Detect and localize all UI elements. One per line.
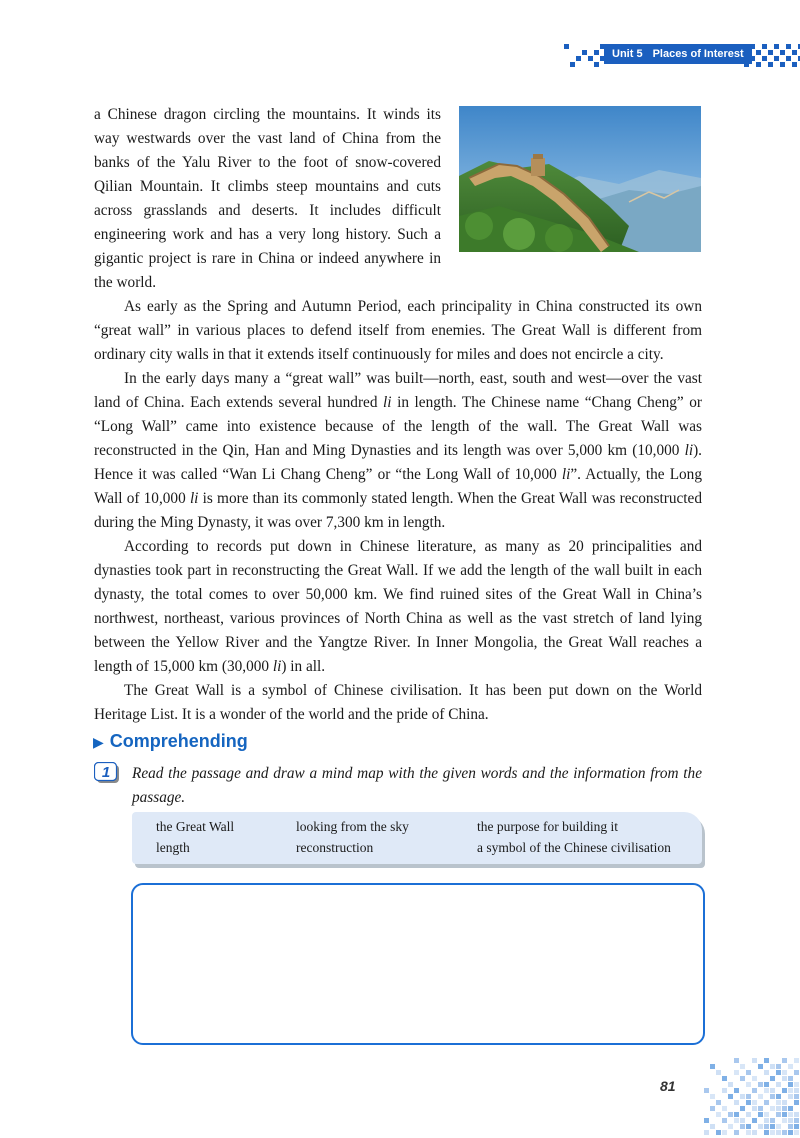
pixel-square xyxy=(722,1106,727,1111)
pixel-square xyxy=(758,1124,763,1129)
pixel-square xyxy=(788,1088,793,1093)
pixel-square xyxy=(774,44,779,49)
pixel-square xyxy=(788,1112,793,1117)
pixel-square xyxy=(776,1112,781,1117)
pixel-square xyxy=(764,1070,769,1075)
pixel-square xyxy=(794,1130,799,1135)
pixel-square xyxy=(794,1094,799,1099)
page-number: 81 xyxy=(660,1078,676,1094)
pixel-square xyxy=(752,1106,757,1111)
paragraph-2: As early as the Spring and Autumn Period, each principality in China constructed its own “great wall” in various places to defend itself from enemies. The Great Wall is different from ordinary city walls in that it extends itself continuously for miles and does not encircle a city. xyxy=(94,298,702,363)
pixel-square xyxy=(740,1118,745,1123)
pixel-square xyxy=(786,44,791,49)
pixel-square xyxy=(794,1082,799,1087)
pixel-square xyxy=(728,1124,733,1129)
pixel-square xyxy=(752,1130,757,1135)
section-heading-text: Comprehending xyxy=(109,731,248,751)
pixel-square xyxy=(734,1130,739,1135)
pixel-square xyxy=(758,1082,763,1087)
pixel-square xyxy=(740,1106,745,1111)
pixel-square xyxy=(776,1070,781,1075)
pixel-square xyxy=(746,1112,751,1117)
pixel-square xyxy=(770,1124,775,1129)
pixel-square xyxy=(740,1064,745,1069)
pixel-square xyxy=(764,1112,769,1117)
pixel-square xyxy=(752,1088,757,1093)
pixel-square xyxy=(734,1112,739,1117)
pixel-square xyxy=(762,44,767,49)
pixel-square xyxy=(776,1100,781,1105)
pixel-square xyxy=(710,1064,715,1069)
pixel-square xyxy=(788,1124,793,1129)
pixel-square xyxy=(716,1130,721,1135)
word-bank-item: reconstruction xyxy=(296,840,374,855)
task-number: 1 xyxy=(101,764,111,781)
pixel-square xyxy=(716,1070,721,1075)
pixel-square xyxy=(734,1088,739,1093)
pixel-square xyxy=(770,1118,775,1123)
pixel-square xyxy=(782,1070,787,1075)
pixel-square xyxy=(588,56,593,61)
pixel-square xyxy=(722,1076,727,1081)
pixel-square xyxy=(782,1106,787,1111)
pixel-square xyxy=(770,1106,775,1111)
pixel-square xyxy=(764,1130,769,1135)
pixel-square xyxy=(794,1124,799,1129)
pixel-square xyxy=(782,1118,787,1123)
pixel-square xyxy=(792,62,797,67)
pixel-square xyxy=(734,1100,739,1105)
section-heading xyxy=(93,731,248,752)
pixel-square xyxy=(794,1112,799,1117)
passage-intro xyxy=(94,103,441,295)
pixel-square xyxy=(794,1070,799,1075)
pixel-square xyxy=(752,1118,757,1123)
pixel-square xyxy=(768,62,773,67)
footer-pixel-pattern xyxy=(704,1058,800,1138)
pixel-square xyxy=(722,1118,727,1123)
pixel-square xyxy=(764,1082,769,1087)
pixel-square xyxy=(776,1064,781,1069)
pixel-square xyxy=(570,62,575,67)
pixel-square xyxy=(788,1082,793,1087)
pixel-square xyxy=(774,56,779,61)
pixel-square xyxy=(746,1124,751,1129)
word-bank-item: length xyxy=(156,840,190,855)
pixel-square xyxy=(752,1058,757,1063)
pixel-square xyxy=(716,1112,721,1117)
pixel-square xyxy=(776,1106,781,1111)
pixel-square xyxy=(722,1088,727,1093)
pixel-square xyxy=(788,1118,793,1123)
paragraph-4: According to records put down in Chinese literature, as many as 20 principalities and dynasties took part in reconstructing the Great Wall. If we add the length of the wall built in each dynasty, the total comes to over 50,000 km. We find ruined sites of the Great Wall in China’s northwest, northeast, various provinces of North China as well as the vast stretch of land lying between the Yellow River and the Yangtze River. In Inner Mongolia, the Great Wall reaches a length of 15,000 km (30,000 li) in all. xyxy=(94,538,702,675)
triangle-bullet-icon: ▶ xyxy=(93,734,104,750)
pixel-square xyxy=(746,1130,751,1135)
pixel-square xyxy=(758,1094,763,1099)
pixel-square xyxy=(770,1094,775,1099)
pixel-square xyxy=(710,1124,715,1129)
pixel-square xyxy=(788,1130,793,1135)
pixel-square xyxy=(728,1112,733,1117)
pixel-square xyxy=(756,62,761,67)
unit-header xyxy=(604,44,752,64)
pixel-square xyxy=(788,1094,793,1099)
pixel-square xyxy=(728,1082,733,1087)
unit-number: Unit 5 xyxy=(612,48,643,60)
word-bank-item: the purpose for building it xyxy=(477,819,618,834)
pixel-square xyxy=(746,1094,751,1099)
pixel-square xyxy=(722,1130,727,1135)
pixel-square xyxy=(782,1130,787,1135)
paragraph-1: a Chinese dragon circling the mountains. It winds its way westwards over the vast land of China from the banks of the Yalu River to the foot of snow-covered Qilian Mountain. It climbs steep mountains and cuts across grasslands and deserts. It includes difficult engineering work and has a very long history. Such a gigantic project is rare in China or indeed anywhere in the world. xyxy=(94,106,441,291)
pixel-square xyxy=(734,1118,739,1123)
pixel-square xyxy=(740,1124,745,1129)
pixel-square xyxy=(776,1082,781,1087)
pixel-square xyxy=(770,1076,775,1081)
pixel-square xyxy=(782,1088,787,1093)
pixel-square xyxy=(728,1094,733,1099)
pixel-square xyxy=(758,1064,763,1069)
pixel-square xyxy=(788,1076,793,1081)
pixel-square xyxy=(794,1088,799,1093)
pixel-square xyxy=(764,1058,769,1063)
pixel-square xyxy=(770,1088,775,1093)
pixel-square xyxy=(734,1058,739,1063)
pixel-square xyxy=(794,1118,799,1123)
unit-title: Places of Interest xyxy=(652,48,744,60)
pixel-square xyxy=(704,1130,709,1135)
pixel-square xyxy=(704,1088,709,1093)
word-bank xyxy=(132,812,702,864)
pixel-square xyxy=(582,50,587,55)
pixel-square xyxy=(758,1112,763,1117)
pixel-square xyxy=(764,1100,769,1105)
pixel-square xyxy=(786,56,791,61)
pixel-square xyxy=(752,1076,757,1081)
pixel-square xyxy=(764,1118,769,1123)
pixel-square xyxy=(788,1064,793,1069)
pixel-square xyxy=(746,1100,751,1105)
pixel-square xyxy=(594,50,599,55)
pixel-square xyxy=(564,44,569,49)
pixel-square xyxy=(746,1070,751,1075)
paragraph-3: In the early days many a “great wall” was built—north, east, south and west—over the vast land of China. Each extends several hundred li in length. The Chinese name “Chang Cheng” or “Long Wall” came into existence because of the length of the wall. The Great Wall was reconstructed in the Qin, Han and Ming Dynasties and its length was over 5,000 km (10,000 li). Hence it was called “Wan Li Chang Cheng” or “the Long Wall of 10,000 li”. Actually, the Long Wall of 10,000 li is more than its commonly stated length. When the Great Wall was reconstructed during the Ming Dynasty, it was over 7,300 km in length. xyxy=(94,370,702,531)
pixel-square xyxy=(740,1094,745,1099)
pixel-square xyxy=(704,1118,709,1123)
pixel-square xyxy=(794,1058,799,1063)
pixel-square xyxy=(782,1058,787,1063)
pixel-square xyxy=(746,1082,751,1087)
pixel-square xyxy=(792,50,797,55)
passage-body xyxy=(94,295,702,727)
pixel-square xyxy=(594,62,599,67)
word-bank-item: a symbol of the Chinese civilisation xyxy=(477,840,671,855)
mind-map-answer-box[interactable] xyxy=(131,883,705,1045)
pixel-square xyxy=(782,1112,787,1117)
pixel-square xyxy=(710,1106,715,1111)
pixel-square xyxy=(788,1106,793,1111)
pixel-square xyxy=(752,1100,757,1105)
pixel-square xyxy=(768,50,773,55)
paragraph-5: The Great Wall is a symbol of Chinese civilisation. It has been put down on the World Heritage List. It is a wonder of the world and the pride of China. xyxy=(94,682,702,723)
great-wall-photo xyxy=(459,106,701,252)
word-bank-item: the Great Wall xyxy=(156,819,235,834)
pixel-square xyxy=(780,50,785,55)
pixel-square xyxy=(764,1124,769,1129)
pixel-square xyxy=(770,1130,775,1135)
pixel-square xyxy=(770,1064,775,1069)
pixel-square xyxy=(758,1106,763,1111)
pixel-square xyxy=(782,1076,787,1081)
pixel-square xyxy=(776,1094,781,1099)
pixel-square xyxy=(756,50,761,55)
pixel-square xyxy=(764,1088,769,1093)
pixel-square xyxy=(716,1100,721,1105)
word-bank-item: looking from the sky xyxy=(296,819,409,834)
task-instruction: Read the passage and draw a mind map with the given words and the information from the passage. xyxy=(132,765,702,806)
pixel-square xyxy=(762,56,767,61)
pixel-square xyxy=(782,1100,787,1105)
pixel-square xyxy=(734,1070,739,1075)
pixel-square xyxy=(710,1094,715,1099)
pixel-square xyxy=(776,1130,781,1135)
pixel-square xyxy=(794,1100,799,1105)
pixel-square xyxy=(576,56,581,61)
pixel-square xyxy=(740,1076,745,1081)
pixel-square xyxy=(776,1124,781,1129)
pixel-square xyxy=(780,62,785,67)
